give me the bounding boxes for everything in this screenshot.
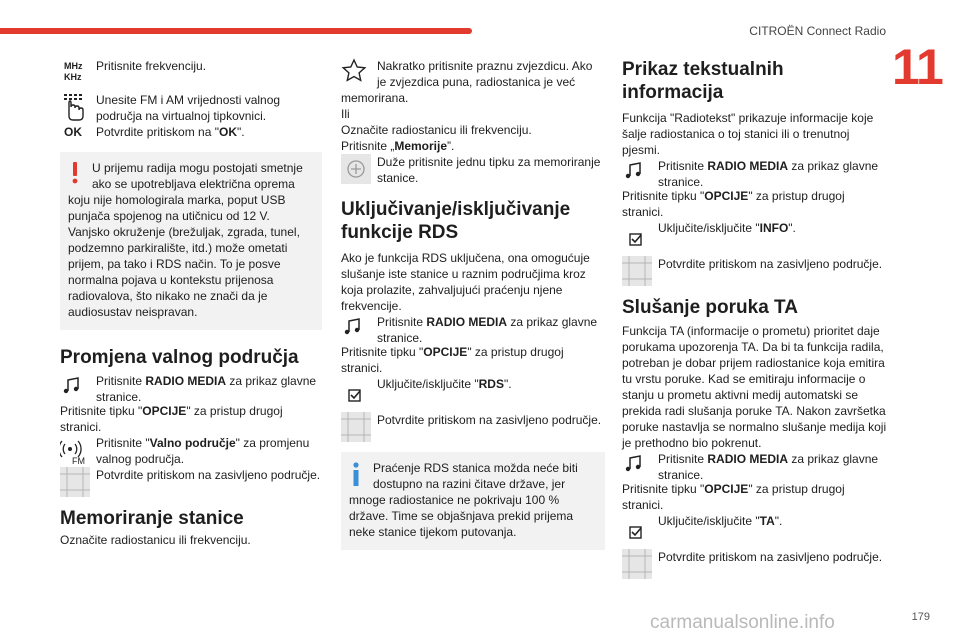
heading-text-info: Prikaz tekstualnih informacija (622, 59, 784, 103)
heading-store: Memoriranje stanice (60, 508, 244, 529)
step-store-long-press: Duže pritisnite jednu tipku za memoriranje stanice. (341, 154, 605, 186)
page-number: 179 (911, 611, 930, 623)
step-frequency (60, 58, 322, 92)
step-text-radio-media: Pritisnite RADIO MEDIA za prikaz glavne stranice. (622, 158, 888, 190)
step-keyboard: OK Unesite FM i AM vrijednosti valnog područja na virtualnoj tipkovnici. Potvrdite pritiskom na "OK". (60, 92, 322, 140)
checkbox-icon (622, 220, 652, 250)
add-preset-icon (341, 154, 371, 184)
warning-icon (70, 162, 80, 184)
step-ta-radio-media: Pritisnite RADIO MEDIA za prikaz glavne stranice. (622, 451, 888, 483)
ok-icon: OK (64, 125, 82, 139)
heading-rds: Uključivanje/isključivanje funkcije RDS (341, 199, 571, 243)
step-band-confirm: Potvrdite pritiskom na zasivljeno područje. (60, 467, 322, 497)
warning-box: U prijemu radija mogu postojati smetnje ako se upotrebljava električna oprema koju nije homologirala marka, poput USB punjača spojenog na utičnicu od 12 V. Vanjsko okruženje (brežuljak, zgrada, tunel, podzemno parkiralište, itd.) može ometati prijem, pa tako i RDS način. To je posve normalna pojava u kontekstu prijenosa radiovalova, što nikako ne znači da je audiosustav neispravan. (60, 152, 322, 330)
checkbox-icon (341, 376, 371, 406)
keyboard-icon (60, 92, 90, 140)
grey-area-icon (341, 412, 371, 442)
music-note-icon (341, 314, 371, 344)
step-text: Pritisnite frekvenciju. (96, 59, 207, 73)
step-star: Nakratko pritisnite praznu zvjezdicu. Ako je zvjezdica puna, radiostanica je već (341, 58, 605, 90)
watermark: carmanualsonline.info (650, 612, 835, 633)
heading-band: Promjena valnog područja (60, 347, 299, 368)
column-3: Prikaz tekstualnih informacija Funkcija "Radiotekst" prikazuje informacije koje šalje radiostanica o toj stanici ili o trenutnoj pjesmi. Pritisnite RADIO MEDIA za prikaz glavne stranice. Pritisnite tipku "OPCIJE" za pristup drugoj stranici. Uključite/isključite "INFO". Potvrdite pritiskom na zasivljeno područje. Slušanje poruka TA Funkcija TA (informacije o prometu) prioritet daje porukama upozorenja TA. Da bi ta funkcija radila, potreban je dobar prijem radiostanice koja emitira tu vrstu poruke. Kad se emitiraju informacije o stanju u prometu aktivni medij automatski se prekida radi slušanja poruke TA. Nakon završetka poruke nastavlja se normalno slušanje medija koji je prethodno bio pokrenut. Pritisnite RADIO MEDIA za prikaz glavne stranice. Pritisnite tipku "OPCIJE" za pristup drugoj stranici. Uključite/isključite "TA". Potvrdite pritiskom na zasivljeno područje. (622, 58, 888, 579)
header-title: CITROËN Connect Radio (749, 24, 886, 38)
column-2: Nakratko pritisnite praznu zvjezdicu. Ako je zvjezdica puna, radiostanica je već memorirana. Ili Označite radiostanicu ili frekvenciju. Pritisnite „Memorije”. Duže pritisnite jednu tipku za memoriranje stanice. Uključivanje/isključivanje funkcije RDS Ako je funkcija RDS uključena, ona omogućuje slušanje iste stanice u raznim područjima kroz koja prolazite, zahvaljujući praćenju njene frekvencije. Pritisnite RADIO MEDIA za prikaz glavne stranice. Pritisnite tipku "OPCIJE" za pristup drugoj stranici. Uključite/isključite "RDS". Potvrdite pritiskom na zasivljeno područje. Praćenje RDS stanica možda neće biti dostupno na razini čitave države, jer mnoge radiostanice ne pokrivaju 100 % države. Time se objašnjava prekid prijema neke stanice tijekom putovanja. (341, 58, 605, 550)
grey-area-icon (622, 549, 652, 579)
chapter-number: 11 (892, 39, 943, 95)
info-box: Praćenje RDS stanica možda neće biti dostupno na razini čitave države, jer mnoge radiostanice ne pokrivaju 100 % države. Time se objašnjava prekid prijema neke stanice tijekom putovanja. (341, 452, 605, 550)
column-1: MHz KHz Pritisnite frekvenciju. OK Unesite FM i AM vrijednosti valnog područja na virtualnoj tipkovnici. Potvrdite pritiskom na "OK". U prijemu radija mogu postojati smetnje ako se upotrebljava električna oprema koju nije homologirala marka, poput USB punjača spojenog na utičnicu od 12 V. Vanjsko okruženje (brežuljak, zgrada, tunel, podzemno parkiralište, itd.) može ometati prijem, pa tako i RDS način. To je posve normalna pojava u kontekstu prijenosa radiovalova, što nikako ne znači da je audiosustav neispravan. Promjena valnog područja Pritisnite RADIO MEDIA za prikaz glavne stranice. Pritisnite tipku "OPCIJE" za pristup drugoj stranici. FM Pritisnite "Valno područje" za promjenu valnog područja. Potvrdite pritiskom na zasivljeno područje. Memoriranje stanice Označite radiostanicu ili frekvenciju. (60, 59, 321, 547)
step-text-toggle: Uključite/isključite "INFO". (622, 220, 888, 250)
fm-radio-icon (60, 435, 90, 465)
step-band-select: FM Pritisnite "Valno područje" za promjenu valnog područja. (60, 435, 322, 467)
info-icon (351, 462, 361, 486)
music-note-icon (622, 451, 652, 481)
step-ta-toggle: Uključite/isključite "TA". (622, 513, 888, 543)
step-rds-toggle: Uključite/isključite "RDS". (341, 376, 605, 406)
top-accent-bar (0, 28, 472, 34)
step-band-radio-media: Pritisnite RADIO MEDIA za prikaz glavne stranice. (60, 373, 322, 405)
checkbox-icon (622, 513, 652, 543)
step-text-confirm: Potvrdite pritiskom na zasivljeno područje. (622, 256, 888, 286)
step-ta-confirm: Potvrdite pritiskom na zasivljeno područje. (622, 549, 888, 579)
heading-ta: Slušanje poruka TA (622, 297, 798, 318)
svg-text:FM: FM (72, 456, 85, 465)
music-note-icon (622, 158, 652, 188)
step-rds-radio-media: Pritisnite RADIO MEDIA za prikaz glavne stranice. (341, 314, 605, 346)
music-note-icon (60, 373, 90, 403)
step-rds-confirm: Potvrdite pritiskom na zasivljeno područje. (341, 412, 605, 442)
star-icon (341, 58, 371, 88)
grey-area-icon (60, 467, 90, 497)
grey-area-icon (622, 256, 652, 286)
mhz-khz-icon: MHz KHz (64, 61, 83, 82)
